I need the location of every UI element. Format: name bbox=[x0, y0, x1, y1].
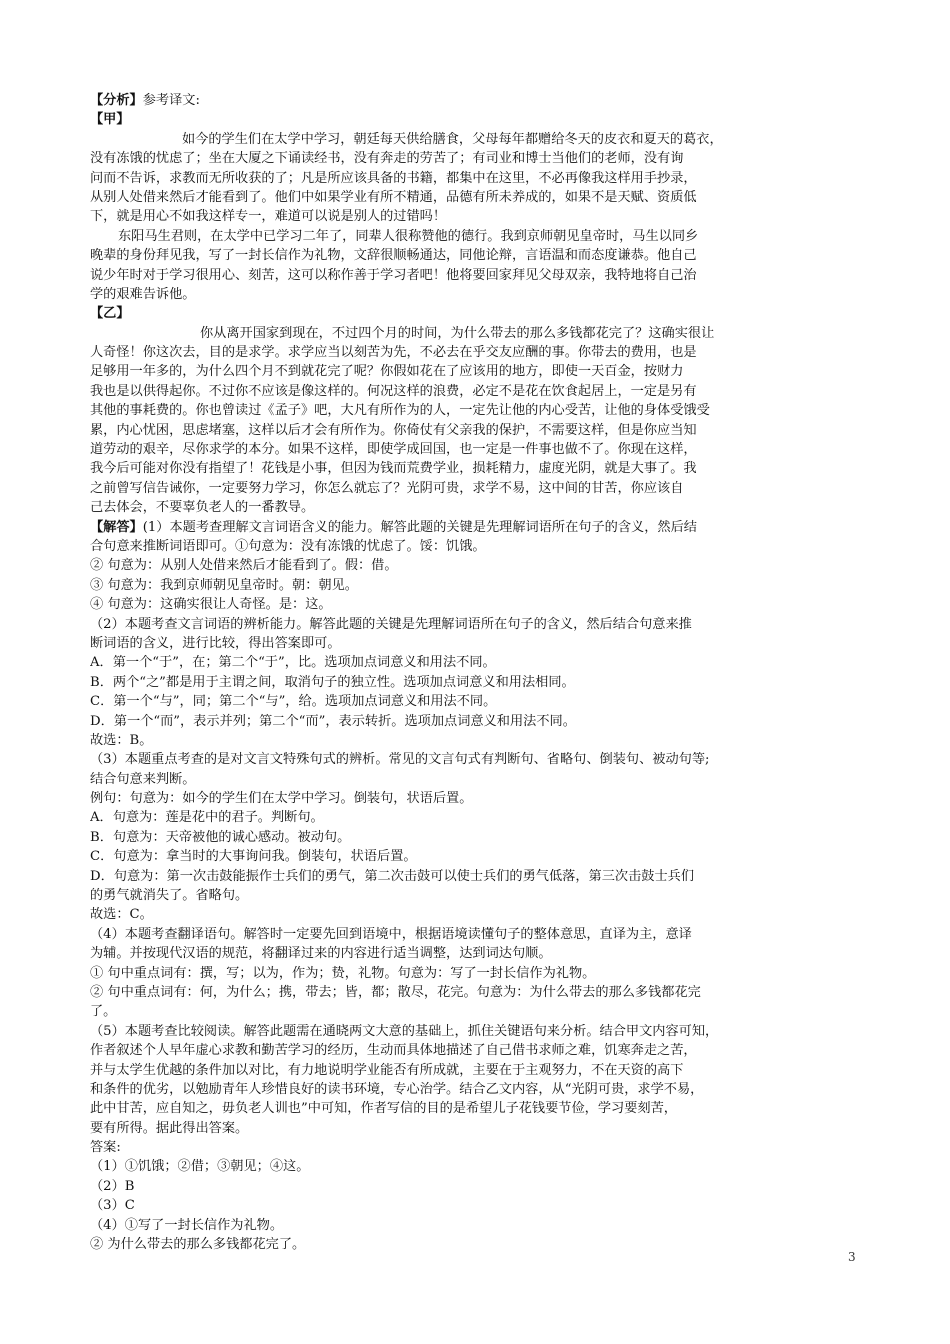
paragraph-line: 我也是以供得起你。不过你不应该是像这样的。何况这样的浪费，必定不是花在饮食起居上，一定是另有 bbox=[90, 383, 697, 399]
solution-line: ① 句中重点词有：撰，写；以为，作为；贽，礼物。句意为：写了一封长信作为礼物。 bbox=[90, 965, 596, 981]
solution-line: 结合句意来判断。 bbox=[90, 771, 196, 787]
solution-line: 作者叙述个人早年虚心求教和勤苦学习的经历，生动而具体地描述了自己借书求师之难，饥寒奔走之苦， bbox=[90, 1043, 697, 1059]
paragraph-line: 之前曾写信告诫你，一定要努力学习，你怎么就忘了？光阴可贵，求学不易，这中间的甘苦，你应该自 bbox=[90, 480, 684, 496]
paragraph-line: 己去体会，不要辜负老人的一番教导。 bbox=[90, 500, 315, 516]
paragraph-line: 足够用一年多的，为什么四个月不到就花完了呢？你假如花在了应该用的地方，即使一天百金，按财力 bbox=[90, 364, 684, 380]
solution-line: 例句：句意为：如今的学生们在太学中学习。倒装句，状语后置。 bbox=[90, 791, 473, 807]
answer-line: （4）①写了一封长信作为礼物。 bbox=[90, 1217, 284, 1233]
paragraph-line: 我今后可能对你没有指望了！花钱是小事，但因为钱而荒费学业，损耗精力，虚度光阴，就是大事了。我 bbox=[90, 461, 697, 477]
jia-label: 【甲】 bbox=[90, 112, 130, 128]
solution-label: 【解答】 bbox=[90, 519, 143, 535]
solution-line: ③ 句意为：我到京师朝见皇帝时。朝：朝见。 bbox=[90, 577, 358, 593]
solution-line: 和条件的优劣，以勉励青年人珍惜良好的读书环境，专心治学。结合乙文内容，从“光阴可贵，求学不易， bbox=[90, 1081, 704, 1097]
solution-line: C．句意为：拿当时的大事询问我。倒装句，状语后置。 bbox=[90, 849, 417, 865]
document-body bbox=[90, 91, 865, 1254]
solution-line: B．句意为：天帝被他的诚心感动。被动句。 bbox=[90, 829, 351, 845]
answer-line: （1）①饥饿；②借；③朝见；④这。 bbox=[90, 1159, 310, 1175]
paragraph-line: 没有冻饿的忧虑了；坐在大厦之下诵读经书，没有奔走的劳苦了；有司业和博士当他们的老师，没有询 bbox=[90, 151, 684, 167]
analysis-heading bbox=[90, 91, 865, 110]
paragraph-line: 其他的事耗费的。你也曾读过《孟子》吧，大凡有所作为的人，一定先让他的内心受苦，让他的身体受饿受 bbox=[90, 403, 710, 419]
solution-line: （4）本题考查翻译语句。解答时一定要先回到语境中，根据语境读懂句子的整体意思，直译为主，意译 bbox=[90, 926, 692, 942]
solution-line: ② 句意为：从别人处借来然后才能看到了。假：借。 bbox=[90, 558, 398, 574]
paragraph-line: 问而不告诉，求教而无所收获的了；凡是所应该具备的书籍，都集中在这里，不必再像我这样用手抄录， bbox=[90, 170, 697, 186]
answer-line: （3）C bbox=[90, 1198, 135, 1214]
paragraph-line: 下，就是用心不如我这样专一，难道可以说是别人的过错吗！ bbox=[90, 209, 447, 225]
paragraph-line: 道劳动的艰辛，尽你求学的本分。如果不这样，即使学成回国，也一定是一件事也做不了。你现在这样， bbox=[90, 442, 697, 458]
solution-line: A．句意为：莲是花中的君子。判断句。 bbox=[90, 810, 324, 826]
answer-line: （2）B bbox=[90, 1178, 135, 1194]
solution-heading bbox=[90, 518, 865, 537]
solution-line: （3）本题重点考查的是对文言文特殊句式的辨析。常见的文言句式有判断句、省略句、倒装句、被动句等; bbox=[90, 752, 710, 768]
solution-line: ④ 句意为：这确实很让人奇怪。是：这。 bbox=[90, 597, 332, 613]
solution-line: （5）本题考查比较阅读。解答此题需在通晓两文大意的基础上，抓住关键语句来分析。结合甲文内容可知， bbox=[90, 1023, 719, 1039]
paragraph-line: 东阳马生君则，在太学中已学习二年了，同辈人很称赞他的德行。我到京师朝见皇帝时，马生以同乡 bbox=[118, 228, 699, 244]
solution-line: （2）本题考查文言词语的辨析能力。解答此题的关键是先理解词语所在句子的含义，然后结合句意来推 bbox=[90, 616, 692, 632]
yi-label: 【乙】 bbox=[90, 306, 130, 322]
solution-line: 要有所得。据此得出答案。 bbox=[90, 1120, 249, 1136]
analysis-intro: 参考译文: bbox=[142, 93, 200, 108]
solution-line: 断词语的含义，进行比较，得出答案即可。 bbox=[90, 635, 341, 651]
answer-line: ② 为什么带去的那么多钱都花完了。 bbox=[90, 1237, 306, 1253]
solution-line: (1）本题考查理解文言词语含义的能力。解答此题的关键是先理解词语所在句子的含义，然后结 bbox=[142, 519, 697, 535]
paragraph-line: 晚辈的身份拜见我，写了一封长信作为礼物，文辞很顺畅通达，同他论辩，言语温和而态度谦恭。他自己 bbox=[90, 248, 697, 264]
solution-line: 了。 bbox=[90, 1004, 117, 1020]
page-number: 3 bbox=[848, 1250, 856, 1264]
answer-heading: 答案: bbox=[90, 1140, 121, 1156]
solution-line: D．句意为：第一次击鼓能振作士兵们的勇气，第二次击鼓可以使士兵们的勇气低落，第三次击鼓士兵们 bbox=[90, 868, 695, 884]
solution-line: ② 句中重点词有：何，为什么；携，带去；皆，都；散尽，花完。句意为：为什么带去的那么多钱都花完 bbox=[90, 984, 701, 1000]
solution-line: 为辅。并按现代汉语的规范，将翻译过来的内容进行适当调整，达到词达句顺。 bbox=[90, 946, 552, 962]
solution-line: A．第一个“于”，在；第二个“于”，比。选项加点词意义和用法不同。 bbox=[90, 655, 496, 671]
paragraph-line: 人奇怪！你这次去，目的是求学。求学应当以刻苦为先，不必去在乎交友应酬的事。你带去的费用，也是 bbox=[90, 345, 697, 361]
paragraph-line: 学的艰难告诉他。 bbox=[90, 286, 196, 302]
solution-line: 故选：B。 bbox=[90, 732, 153, 748]
solution-line: C．第一个“与”，同；第二个“与”，给。选项加点词意义和用法不同。 bbox=[90, 694, 497, 710]
solution-line: 此中甘苦，应自知之，毋负老人训也”中可知，作者写信的目的是希望儿子花钱要节俭，学习要刻苦， bbox=[90, 1101, 677, 1117]
paragraph-line: 你从离开国家到现在，不过四个月的时间，为什么带去的那么多钱都花完了？这确实很让 bbox=[200, 325, 715, 341]
solution-line: 的勇气就消失了。省略句。 bbox=[90, 888, 249, 904]
paragraph-line: 说少年时对于学习很用心、刻苦，这可以称作善于学习者吧！他将要回家拜见父母双亲，我特地将自己治 bbox=[90, 267, 697, 283]
analysis-label: 【分析】 bbox=[90, 93, 143, 108]
solution-line: D．第一个“而”，表示并列；第二个“而”，表示转折。选项加点词意义和用法不同。 bbox=[90, 713, 576, 729]
solution-line: B．两个“之”都是用于主谓之间，取消句子的独立性。选项加点词意义和用法相同。 bbox=[90, 674, 575, 690]
solution-line: 并与太学生优越的条件加以对比，有力地说明学业能否有所成就，主要在于主观努力，不在天资的高下 bbox=[90, 1062, 684, 1078]
paragraph-line: 如今的学生们在太学中学习，朝廷每天供给膳食，父母每年都赠给冬天的皮衣和夏天的葛衣， bbox=[182, 131, 723, 147]
paragraph-line: 累，内心忧困，思虑堵塞，这样以后才会有所作为。你倚仗有父亲我的保护，不需要这样，但是你应当知 bbox=[90, 422, 697, 438]
solution-line: 合句意来推断词语即可。①句意为：没有冻饿的忧虑了。馁：饥饿。 bbox=[90, 538, 486, 554]
paragraph-line: 从别人处借来然后才能看到了。他们中如果学业有所不精通，品德有所未养成的，如果不是天赋、资质低 bbox=[90, 189, 697, 205]
solution-line: 故选：C。 bbox=[90, 907, 153, 923]
